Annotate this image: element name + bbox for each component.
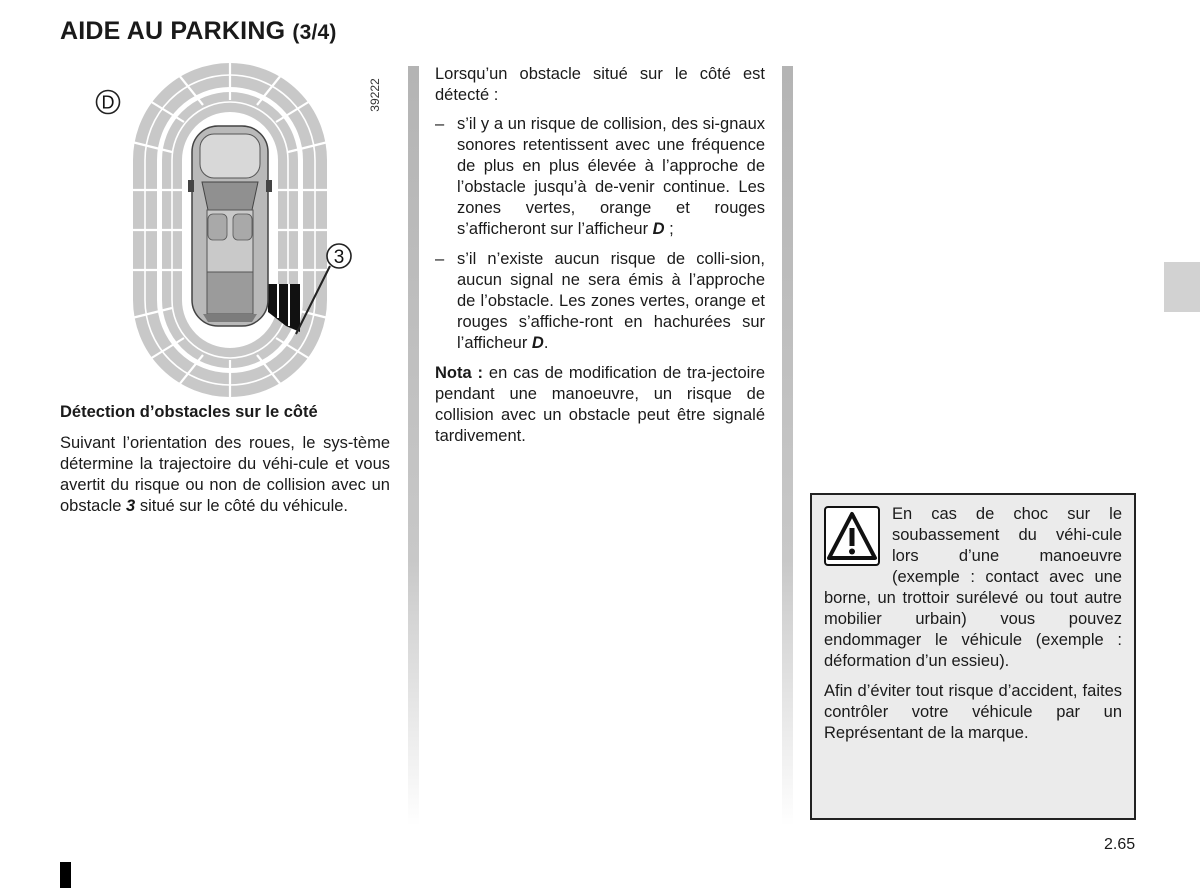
- display-d-label: [97, 91, 120, 114]
- callout-3-text: 3: [333, 247, 345, 268]
- vehicle-top-view: [188, 126, 272, 326]
- list-item-text: s’il y a un risque de collision, des si-gnaux sonores retentissent avec une fréquence de plus en plus élevée à l’approche de l’obstacle jusqu’à de-venir continue. Les zones vertes, orange et rouges s’afficheront sur l’afficheur: [457, 115, 765, 238]
- detection-list: [435, 114, 765, 354]
- list-item: [435, 114, 765, 240]
- column-middle: [435, 64, 765, 447]
- list-item: [435, 249, 765, 354]
- nota-label: Nota :: [435, 364, 484, 382]
- chapter-tab: [1164, 262, 1200, 312]
- warning-paragraph-1: En cas de choc sur le soubassement du véhi-cule lors d’une manoeuvre (exemple : contact avec une borne, un trottoir surélevé ou tout autre mobilier urbain) vous pouvez endommager le véhicule (exemple : déformation d’un essieu).: [824, 505, 1122, 670]
- page-title: [60, 17, 337, 46]
- obstacle-ref: 3: [126, 497, 136, 515]
- figure-code: [365, 68, 385, 128]
- display-ref: D: [652, 220, 665, 238]
- list-item-text: s’il n’existe aucun risque de colli-sion, aucun signal ne sera émis à l’approche de l’obstacle. Les zones vertes, orange et rouges s’affiche-ront en hachurées sur l’afficheur: [457, 250, 765, 352]
- page-edge-mark: [60, 862, 71, 888]
- title-text: AIDE AU PARKING: [60, 17, 286, 45]
- nota-text: en cas de modification de tra-jectoire pendant une manoeuvre, un risque de collision avec un obstacle peut être signalé tardivement.: [435, 364, 765, 445]
- list-dash: –: [435, 250, 445, 268]
- title-section: (3/4): [292, 21, 337, 44]
- warning-box: [810, 493, 1136, 820]
- display-d-text: D: [101, 92, 115, 113]
- page-number: 2.65: [1104, 836, 1136, 853]
- parking-display-illustration: [60, 60, 390, 400]
- display-ref: D: [531, 334, 544, 352]
- intro-paragraph: Lorsqu’un obstacle situé sur le côté est détecté :: [435, 65, 765, 104]
- section-heading: Détection d’obstacles sur le côté: [60, 403, 318, 421]
- column-divider-left: [408, 66, 419, 826]
- warning-triangle-icon: [824, 506, 880, 566]
- column-divider-right: [782, 66, 793, 826]
- side-detection-text-end: situé sur le côté du véhicule.: [135, 497, 349, 515]
- column-left: [60, 402, 390, 517]
- side-detection-text: Suivant l’orientation des roues, le sys-tème détermine la trajectoire du véhi-cule et vous avertit du risque ou non de collision avec un obstacle: [60, 434, 390, 515]
- list-item-end: .: [543, 334, 549, 352]
- list-item-end: ;: [664, 220, 674, 238]
- warning-paragraph-2: Afin d’éviter tout risque d’accident, faites contrôler votre véhicule par un Représentant de la marque.: [824, 682, 1122, 742]
- side-detection-paragraph: [60, 433, 390, 517]
- list-dash: –: [435, 115, 445, 133]
- figure-code-text: 39222: [368, 78, 382, 112]
- nota-paragraph: [435, 363, 765, 447]
